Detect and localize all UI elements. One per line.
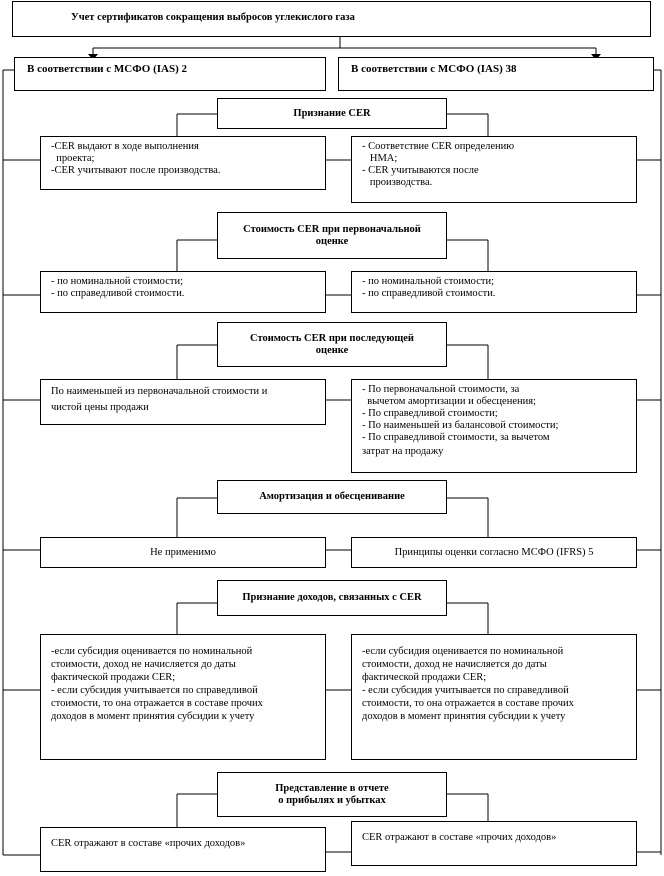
section-recognition-title: Признание CER [293,107,371,119]
top-title-box [12,1,651,37]
section-income-title: Признание доходов, связанных с CER [242,592,422,603]
left-column-title: В соответствии с МСФО (IAS) 2 [27,63,188,75]
text-line: -CER выдают в ходе выполнения [51,141,199,152]
amortization-left-box [40,537,326,568]
text-line: доходов в момент принятия субсидии к учету [51,711,255,722]
right-column-header [338,57,654,91]
top-title: Учет сертификатов сокращения выбросов углекислого газа [71,12,355,23]
text-line: затрат на продажу [362,446,444,457]
income-left-box [40,634,326,760]
income-right-box [351,634,637,760]
amortization-right-text: Принципы оценки согласно МСФО (IFRS) 5 [394,546,594,558]
section-report-title-1: Представление в отчете [275,782,389,794]
initial-left-box [40,271,326,313]
text-line: - По справедливой стоимости; [362,408,498,419]
text-line: - если субсидия учитывается по справедливой [51,685,258,696]
right-column-title: В соответствии с МСФО (IAS) 38 [351,63,517,75]
text-line: - Соответствие CER определению [362,141,515,152]
section-amortization-title: Амортизация и обесценивание [259,491,405,502]
section-income-header [217,580,447,616]
text-line: - По первоначальной стоимости, за [362,384,520,395]
text-line: -если субсидия оценивается по номинальной [362,646,564,657]
report-left-box [40,827,326,872]
text-line: -если субсидия оценивается по номинальной [51,646,253,657]
report-right-text: CER отражают в составе «прочих доходов» [362,832,557,843]
section-report-header [217,772,447,817]
text-line: По наименьшей из первоначальной стоимости и [51,386,268,397]
initial-right-box [351,271,637,313]
section-subsequent-title-1: Стоимость CER при последующей [250,332,414,344]
left-column-header [14,57,326,91]
report-left-text: CER отражают в составе «прочих доходов» [51,838,246,849]
text-line: проекта; [51,153,95,164]
text-line: доходов в момент принятия субсидии к учету [362,711,566,722]
recognition-right-box [351,136,637,203]
section-recognition-header [217,98,447,129]
amortization-left-text: Не применимо [150,546,216,558]
text-line: - По справедливой стоимости, за вычетом [362,432,550,443]
subsequent-right-box [351,379,637,473]
text-line: - по справедливой стоимости. [51,288,185,299]
recognition-left-box [40,136,326,190]
section-initial-header [217,212,447,259]
section-subsequent-title-2: оценке [315,344,349,356]
section-initial-title-2: оценке [315,235,349,247]
amortization-right-box [351,537,637,568]
text-line: - По наименьшей из балансовой стоимости; [362,420,559,431]
text-line: чистой цены продажи [51,402,149,413]
report-right-box [351,821,637,866]
text-line: производства. [362,177,433,188]
section-subsequent-header [217,322,447,367]
text-line: НМА; [362,153,398,164]
text-line: - по справедливой стоимости. [362,288,496,299]
text-line: стоимости, то она отражается в составе прочих [362,698,574,709]
text-line: - по номинальной стоимости; [51,276,183,287]
subsequent-left-box [40,379,326,425]
section-report-title-2: о прибылях и убытках [278,794,386,806]
text-line: - если субсидия учитывается по справедливой [362,685,569,696]
section-initial-title-1: Стоимость CER при первоначальной [243,223,421,235]
text-line: фактической продажи CER; [51,672,176,683]
text-line: вычетом амортизации и обесценения; [362,396,536,407]
text-line: стоимости, доход не начисляется до даты [51,659,236,670]
section-amortization-header [217,480,447,514]
text-line: -CER учитывают после производства. [51,165,221,176]
text-line: стоимости, доход не начисляется до даты [362,659,547,670]
text-line: - по номинальной стоимости; [362,276,494,287]
text-line: - CER учитываются после [362,165,479,176]
text-line: фактической продажи CER; [362,672,487,683]
text-line: стоимости, то она отражается в составе прочих [51,698,263,709]
